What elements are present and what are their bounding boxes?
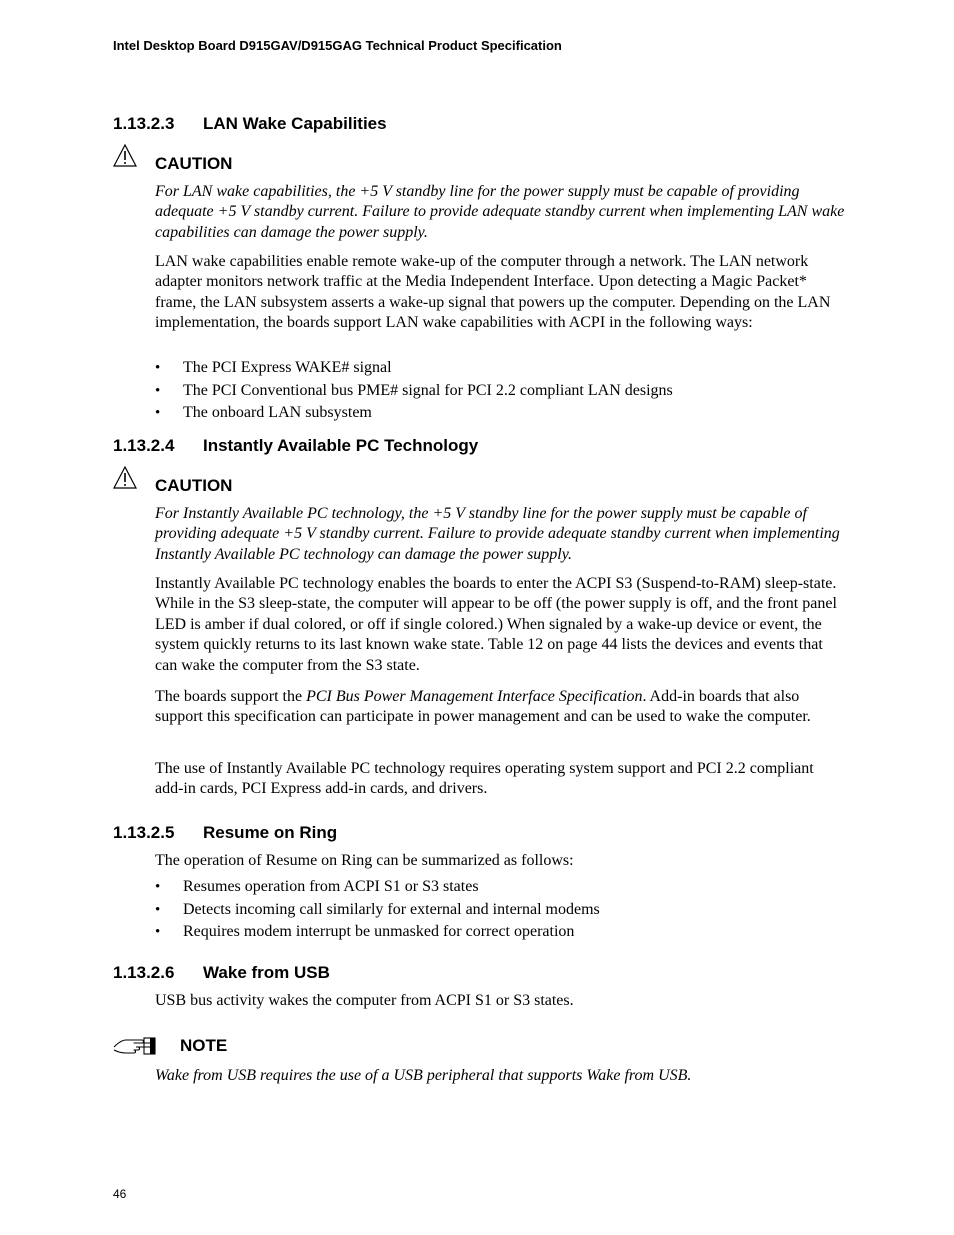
pointing-hand-icon <box>112 1035 156 1057</box>
body-paragraph: The use of Instantly Available PC technology requires operating system support and PCI 2.2 compliant add-in cards, PCI Express add-in cards, and drivers. <box>155 760 814 798</box>
caution-text: For LAN wake capabilities, the +5 V standby line for the power supply must be capable of providing adequate +5 V standby current. Failure to provide adequate standby current when implementing LAN wake capabilities can damage the power supply. <box>155 183 845 241</box>
section-heading-resume-on-ring <box>113 823 337 843</box>
section-heading-wake-from-usb <box>113 963 330 983</box>
page-header: Intel Desktop Board D915GAV/D915GAG Technical Product Specification <box>113 38 562 53</box>
section-heading-lan-wake <box>113 114 387 134</box>
spec-title: PCI Bus Power Management Interface Specification <box>306 688 643 705</box>
page-number: 46 <box>113 1187 127 1201</box>
section-title: Instantly Available PC Technology <box>203 436 479 455</box>
text-run: The boards support the <box>155 688 307 705</box>
bullet-list <box>155 877 845 945</box>
list-item: • Resumes operation from ACPI S1 or S3 states <box>155 877 845 900</box>
list-item: • Detects incoming call similarly for external and internal modems <box>155 900 845 923</box>
caution-label: CAUTION <box>155 154 233 173</box>
note-label: NOTE <box>180 1036 228 1055</box>
caution-text: For Instantly Available PC technology, the +5 V standby line for the power supply must be capable of providing adequate +5 V standby current. Failure to provide adequate standby current when implementing Instantly Available PC technology can damage the power supply. <box>155 505 840 563</box>
section-number: 1.13.2.3 <box>113 114 175 133</box>
body-paragraph: USB bus activity wakes the computer from ACPI S1 or S3 states. <box>155 992 574 1009</box>
list-item: • The onboard LAN subsystem <box>155 403 845 426</box>
section-title: Resume on Ring <box>203 823 338 842</box>
warning-triangle-icon <box>112 465 138 491</box>
body-paragraph: Instantly Available PC technology enables the boards to enter the ACPI S3 (Suspend-to-RAM) sleep-state. While in the S3 sleep-state, the computer will appear to be off (the power supply is off, and the front panel LED is amber if dual colored, or off if single colored.) When signaled by a wake-up device or event, the system quickly returns to its last known wake state. Table 12 on page 44 lists the devices and events that can wake the computer from the S3 state. <box>155 575 837 674</box>
section-number: 1.13.2.5 <box>113 823 175 842</box>
list-item: • The PCI Conventional bus PME# signal for PCI 2.2 compliant LAN designs <box>155 381 845 404</box>
section-number: 1.13.2.4 <box>113 436 175 455</box>
body-paragraph: The operation of Resume on Ring can be summarized as follows: <box>155 852 574 869</box>
section-title: Wake from USB <box>203 963 330 982</box>
body-paragraph: LAN wake capabilities enable remote wake-up of the computer through a network. The LAN network adapter monitors network traffic at the Media Independent Interface. Upon detecting a Magic Packet* frame, the LAN subsystem asserts a wake-up signal that powers up the computer. Depending on the LAN implementation, the boards support LAN wake capabilities with ACPI in the following ways: <box>155 253 831 332</box>
list-item: • The PCI Express WAKE# signal <box>155 358 845 381</box>
section-title: LAN Wake Capabilities <box>203 114 387 133</box>
bullet-list <box>155 358 845 426</box>
note-text: Wake from USB requires the use of a USB peripheral that supports Wake from USB. <box>155 1067 692 1084</box>
warning-triangle-icon <box>112 143 138 169</box>
section-heading-instantly-available <box>113 436 478 456</box>
list-item: • Requires modem interrupt be unmasked for correct operation <box>155 922 845 945</box>
caution-label: CAUTION <box>155 476 233 495</box>
section-number: 1.13.2.6 <box>113 963 175 982</box>
text-run: . Add-in boards that also support this specification can participate in power management and can be used to wake the computer. <box>155 688 811 726</box>
body-paragraph-spec <box>155 687 845 728</box>
